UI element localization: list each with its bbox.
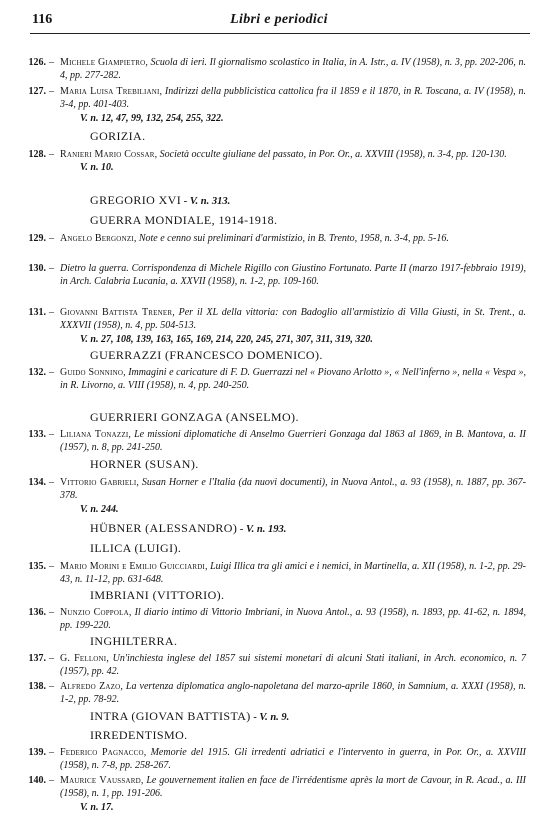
entry-text [60,85,526,125]
entry-text [60,306,526,346]
entry-author: Maurice Vaussard [60,775,141,786]
entry-number: 130. [28,263,46,274]
heading-label: GUERRA MONDIALE, 1914-1918. [90,213,278,227]
entry-number: 140. [28,775,46,786]
running-title: Libri e periodici [230,12,328,27]
entry-author: Vittorio Gabrieli [60,477,137,488]
cross-reference: - V. n. 313. [181,196,231,207]
entry-dash: – [49,429,54,440]
entry-dash: – [49,681,54,692]
subject-heading [90,457,199,472]
entry-citation: , Immagini e caricature di F. D. Guerrazzi nel « Piovano Arlotto », « Nell'inferno », nella « Vespa », in R. Livorno, a. VIII (1958), n. 4, pp. 240-250. [60,367,526,392]
entry-dash: – [49,263,54,274]
entry-number: 127. [28,86,46,97]
subject-heading [90,521,286,536]
subject-heading [90,348,323,363]
entry-text [60,774,526,814]
entry-author: Michele Giampietro [60,57,146,68]
entry-citation: , Susan Horner e l'Italia (da nuovi documenti), in Nuova Antol., a. 93 (1958), n. 1887, pp. 367-378. [60,477,526,502]
entry-number: 132. [28,367,46,378]
entry-dash: – [49,367,54,378]
entry-citation: , La vertenza diplomatica anglo-napoletana del marzo-aprile 1860, in Samnium, a. XXXI (1958), n. 1-2, pp. 78-92. [60,681,526,706]
cross-reference: - V. n. 193. [237,524,287,535]
see-also-reference: V. n. 244. [80,503,119,515]
page-header [30,12,528,34]
subject-heading [90,588,224,603]
entry-citation: , Società occulte giuliane del passato, in Por. Or., a. XXVIII (1958), n. 3-4, pp. 120-130. [154,149,507,160]
entry-citation: , Le missioni diplomatiche di Anselmo Guerrieri Gonzaga dal 1863 al 1869, in B. Mantova, a. II (1957), n. 8, pp. 241-250. [60,429,526,454]
entry-number: 135. [28,561,46,572]
subject-heading [90,129,146,144]
entry-text [60,652,526,679]
entry-author: G. Felloni [60,653,107,664]
entry-author: Nunzio Coppola [60,607,129,618]
see-also-reference: V. n. 10. [80,162,114,174]
entry-dash: – [49,747,54,758]
entry-author: Ranieri Mario Cossar [60,149,155,160]
entry-citation: , Un'inchiesta inglese del 1857 sui sistemi monetari di alcuni Stati italiani, in Arch. economico, n. 7 (1957), pp. 42. [60,653,526,678]
entry-citation: , Scuola di ieri. Il giornalismo scolastico in Italia, in A. Istr., a. IV (1958), n. 3, pp. 202-206, n. 4, pp. 277-282. [60,57,526,82]
heading-label: HORNER (SUSAN). [90,457,199,471]
entry-number: 137. [28,653,46,664]
entry-author: Giovanni Battista Trener [60,307,173,318]
entry-dash: – [49,607,54,618]
heading-label: INTRA (GIOVAN BATTISTA) [90,709,251,723]
entry-dash: – [49,307,54,318]
heading-label: ILLICA (LUIGI). [90,541,182,555]
entry-text [60,262,526,289]
heading-label: GORIZIA. [90,129,146,143]
entry-number: 129. [28,233,46,244]
heading-label: HÜBNER (ALESSANDRO) [90,521,238,535]
entry-text [60,746,526,773]
subject-heading [90,213,277,228]
subject-heading [90,709,289,724]
heading-label: INGHILTERRA. [90,634,178,648]
entry-dash: – [49,561,54,572]
header-rule [30,33,530,34]
subject-heading [90,634,177,649]
entry-number: 136. [28,607,46,618]
heading-label: GREGORIO XVI [90,193,182,207]
entry-citation: , Il diario intimo di Vittorio Imbriani, in Nuova Antol., a. 93 (1958), n. 1893, pp. 41-62, n. 1894, pp. 199-220. [60,607,526,632]
entry-citation: , Note e cenno sui preliminari d'armistizio, in B. Trento, 1958, n. 3-4, pp. 5-16. [133,233,449,244]
see-also-reference: V. n. 17. [80,801,114,813]
page-number: 116 [32,12,53,27]
entry-dash: – [49,149,54,160]
entry-author: Liliana Tonazzi [60,429,129,440]
entry-text [60,606,526,633]
entry-author: Maria Luisa Trebiliani [60,86,160,97]
entry-author: Mario Morini e Emilio Guicciardi [60,561,206,572]
see-also-reference: V. n. 27, 108, 139, 163, 165, 169, 214, 220, 245, 271, 307, 311, 319, 320. [80,333,373,345]
entry-text [60,148,526,175]
entry-number: 134. [28,477,46,488]
entry-number: 138. [28,681,46,692]
entry-text [60,232,526,245]
entry-citation: , Le gouvernement italien en face de l'irrédentisme après la mort de Cavour, in R. Acad., a. III (1958), n. 1, pp. 191-206. [60,775,526,800]
entry-author: Alfredo Zazo [60,681,121,692]
entry-citation: , Luigi Illica tra gli amici e i nemici, in Martinella, a. XII (1958), n. 1-2, pp. 29-43, n. 11-12, pp. 631-648. [60,561,526,586]
entry-dash: – [49,653,54,664]
entry-citation: , Per il XL della vittoria: con Badoglio all'armistizio di Villa Giusti, in St. Trent., a. XXXVII (1958), n. 4, pp. 504-513. [60,307,526,332]
entry-text [60,428,526,455]
heading-label: IRREDENTISMO. [90,728,188,742]
subject-heading [90,728,188,743]
entry-dash: – [49,775,54,786]
entry-number: 133. [28,429,46,440]
entry-dash: – [49,477,54,488]
entry-dash: – [49,57,54,68]
entry-citation: Dietro la guerra. Corrispondenza di Michele Rigillo con Giustino Fortunato. Parte II (marzo 1917-febbraio 1919), in Arch. Calabria Lucania, a. XXVII (1958), n. 1-2, pp. 109-160. [60,263,526,288]
entry-citation: , Indirizzi della pubblicistica cattolica fra il 1859 e il 1870, in R. Toscana, a. IV (1958), n. 3-4, pp. 401-403. [60,86,526,111]
heading-label: IMBRIANI (VITTORIO). [90,588,225,602]
heading-label: GUERRAZZI (FRANCESCO DOMENICO). [90,348,323,362]
cross-reference: - V. n. 9. [250,712,290,723]
entry-dash: – [49,233,54,244]
entry-text [60,560,526,587]
entry-author: Angelo Bergonzi [60,233,134,244]
subject-heading [90,410,299,425]
heading-label: GUERRIERI GONZAGA (ANSELMO). [90,410,299,424]
see-also-reference: V. n. 12, 47, 99, 132, 254, 255, 322. [80,112,224,124]
entry-author: Federico Pagnacco [60,747,144,758]
entry-number: 128. [28,149,46,160]
entry-number: 131. [28,307,46,318]
entry-dash: – [49,86,54,97]
entry-text [60,680,526,707]
entry-text [60,366,526,393]
subject-heading [90,193,230,208]
entry-number: 126. [28,57,46,68]
entry-author: Guido Sonnino [60,367,124,378]
entry-number: 139. [28,747,46,758]
entry-text [60,476,526,516]
subject-heading [90,541,181,556]
entry-citation: , Memorie del 1915. Gli irredenti adriatici e l'intervento in guerra, in Por. Or., a. XXVIII (1958), n. 7-8, pp. 258-267. [60,747,526,772]
entry-text [60,56,526,83]
